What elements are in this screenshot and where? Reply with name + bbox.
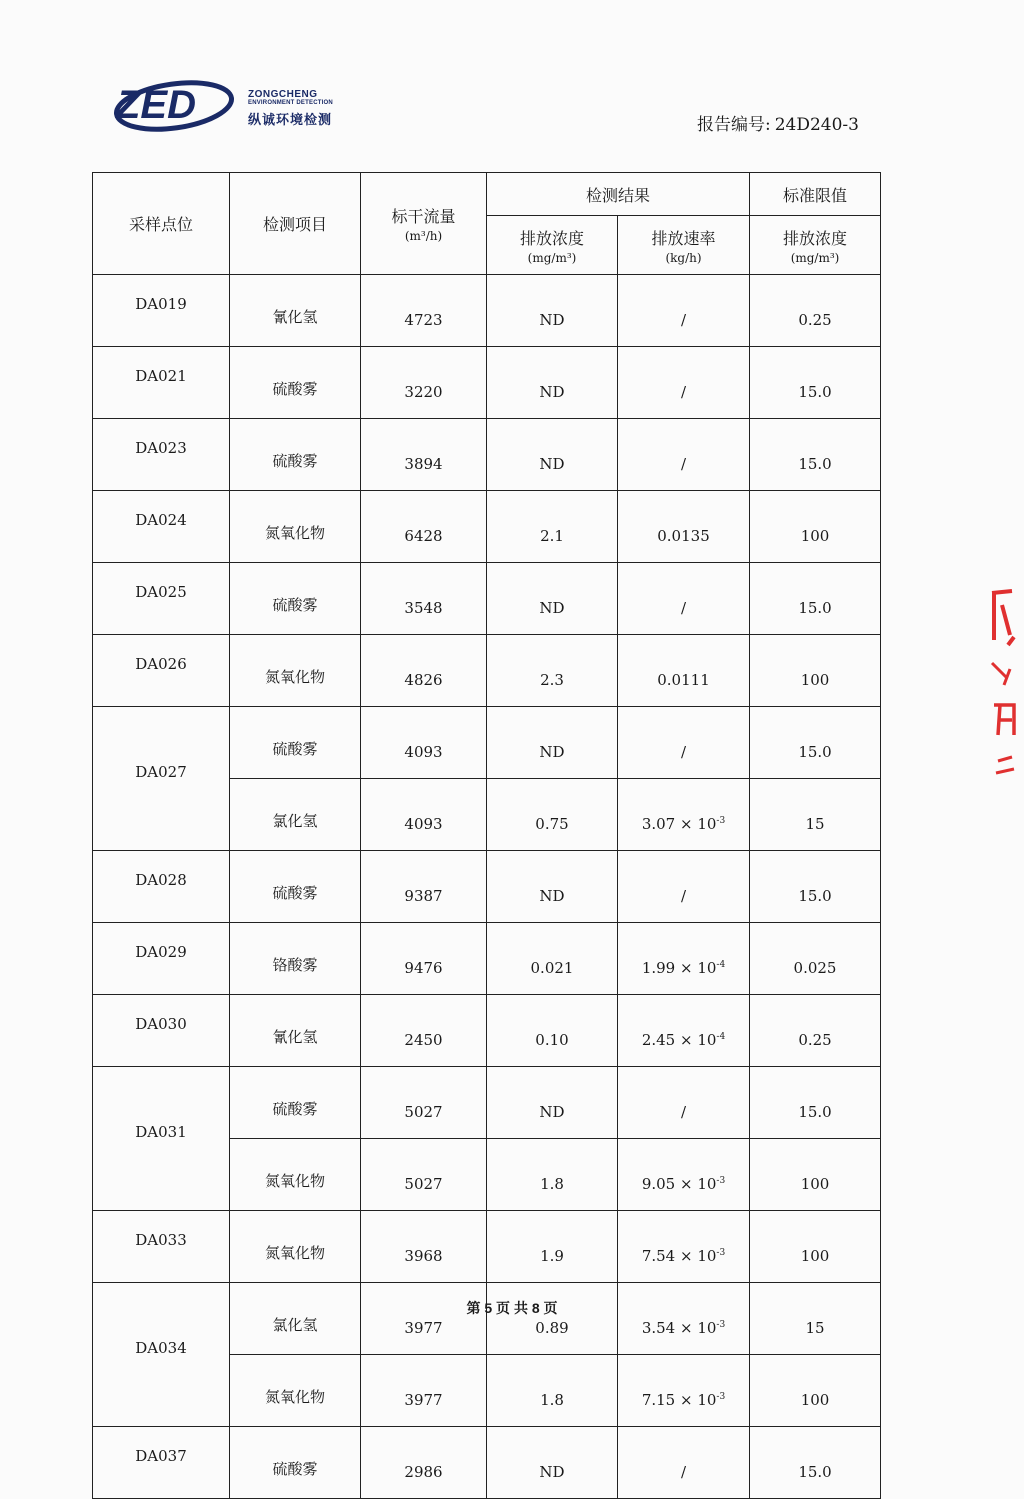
cell-item: 氯化氢 [230,1283,361,1355]
svg-text:ZED: ZED [116,83,196,127]
cell-rate: $2.45 \times 10^{-4}$ [618,995,750,1067]
header-limit: 标准限值 [750,173,881,216]
cell-item: 硫酸雾 [230,707,361,779]
cell-limit: 15.0 [750,1427,881,1499]
cell-site: DA037 [93,1427,230,1499]
cell-item: 硫酸雾 [230,563,361,635]
cell-limit: 15.0 [750,851,881,923]
cell-rate: / [618,851,750,923]
cell-conc: ND [487,1067,618,1139]
cell-site: DA021 [93,347,230,419]
cell-conc: ND [487,851,618,923]
cell-flow: 9476 [361,923,487,995]
cell-flow: 3548 [361,563,487,635]
cell-conc: ND [487,275,618,347]
table-row [93,491,881,563]
cell-flow: 4723 [361,275,487,347]
table-row [93,995,881,1067]
cell-site: DA027 [93,707,230,851]
cell-site: DA033 [93,1211,230,1283]
cell-flow: 2986 [361,1427,487,1499]
cell-flow: 5027 [361,1067,487,1139]
brand-chinese: 纵诚环境检测 [248,112,333,127]
cell-flow: 3977 [361,1283,487,1355]
cell-limit: 15.0 [750,563,881,635]
header-limit-conc: 排放浓度 (mg/m³) [750,216,881,275]
cell-rate: / [618,707,750,779]
cell-site: DA034 [93,1283,230,1427]
cell-conc: 2.3 [487,635,618,707]
cell-item: 氮氧化物 [230,491,361,563]
cell-conc: 1.8 [487,1139,618,1211]
table-row [93,851,881,923]
page-number: 第 5 页 共 8 页 [466,1300,558,1316]
red-seal-stamp-icon [988,585,1018,785]
cell-item: 硫酸雾 [230,1427,361,1499]
header-rate: 排放速率 (kg/h) [618,216,750,275]
zed-logo-icon [112,66,244,140]
cell-conc: ND [487,707,618,779]
cell-item: 氯化氢 [230,779,361,851]
cell-limit: 15.0 [750,1067,881,1139]
cell-site: DA025 [93,563,230,635]
cell-limit: 100 [750,1139,881,1211]
table-row [93,419,881,491]
cell-conc: ND [487,563,618,635]
table-row [93,1211,881,1283]
table-row [93,923,881,995]
cell-rate: / [618,563,750,635]
cell-site: DA023 [93,419,230,491]
cell-flow: 4093 [361,707,487,779]
company-logo [112,66,382,140]
cell-conc: 0.75 [487,779,618,851]
cell-flow: 3968 [361,1211,487,1283]
cell-item: 硫酸雾 [230,419,361,491]
cell-rate: / [618,1067,750,1139]
cell-item: 硫酸雾 [230,347,361,419]
cell-conc: 0.89 [487,1283,618,1355]
report-number-value: 24D240-3 [774,115,859,135]
cell-rate: / [618,419,750,491]
cell-item: 氮氧化物 [230,1211,361,1283]
cell-rate: 0.0111 [618,635,750,707]
cell-rate: $3.07 \times 10^{-3}$ [618,779,750,851]
cell-item: 氮氧化物 [230,1139,361,1211]
cell-item: 氰化氢 [230,995,361,1067]
cell-limit: 15.0 [750,707,881,779]
cell-limit: 100 [750,491,881,563]
cell-rate: / [618,275,750,347]
cell-flow: 6428 [361,491,487,563]
cell-conc: 0.10 [487,995,618,1067]
brand-english: ZONGCHENG ENVIRONMENT DETECTION [248,89,333,106]
report-number [697,110,859,135]
cell-item: 硫酸雾 [230,851,361,923]
cell-flow: 9387 [361,851,487,923]
header-item: 检测项目 [230,173,361,275]
cell-site: DA026 [93,635,230,707]
cell-rate: $7.54 \times 10^{-3}$ [618,1211,750,1283]
table-row [93,563,881,635]
cell-rate: $1.99 \times 10^{-4}$ [618,923,750,995]
cell-conc: ND [487,347,618,419]
cell-limit: 0.25 [750,995,881,1067]
cell-site: DA031 [93,1067,230,1211]
cell-item: 氰化氢 [230,275,361,347]
header-conc: 排放浓度 (mg/m³) [487,216,618,275]
cell-rate: 0.0135 [618,491,750,563]
cell-site: DA029 [93,923,230,995]
cell-item: 硫酸雾 [230,1067,361,1139]
cell-limit: 0.025 [750,923,881,995]
cell-limit: 15.0 [750,347,881,419]
header-result: 检测结果 [487,173,750,216]
cell-conc: 1.8 [487,1355,618,1427]
cell-item: 铬酸雾 [230,923,361,995]
table-row [93,635,881,707]
cell-conc: ND [487,1427,618,1499]
cell-limit: 15 [750,779,881,851]
cell-rate: $3.54 \times 10^{-3}$ [618,1283,750,1355]
cell-conc: 0.021 [487,923,618,995]
cell-flow: 3977 [361,1355,487,1427]
cell-limit: 0.25 [750,275,881,347]
cell-conc: ND [487,419,618,491]
table-row [93,275,881,347]
report-number-label: 报告编号: [696,115,771,135]
cell-item: 氮氧化物 [230,635,361,707]
cell-rate: / [618,1427,750,1499]
cell-rate: $9.05 \times 10^{-3}$ [618,1139,750,1211]
cell-limit: 15.0 [750,419,881,491]
header-site: 采样点位 [93,173,230,275]
cell-limit: 100 [750,1355,881,1427]
cell-flow: 2450 [361,995,487,1067]
table-row [93,347,881,419]
table-row [93,1283,881,1355]
cell-site: DA019 [93,275,230,347]
cell-conc: 2.1 [487,491,618,563]
cell-site: DA024 [93,491,230,563]
cell-conc: 1.9 [487,1211,618,1283]
cell-rate: / [618,347,750,419]
table-row [93,1427,881,1499]
cell-limit: 100 [750,1211,881,1283]
table-row [93,707,881,779]
table-row [93,1067,881,1139]
cell-flow: 3894 [361,419,487,491]
cell-site: DA028 [93,851,230,923]
cell-rate: $7.15 \times 10^{-3}$ [618,1355,750,1427]
cell-flow: 3220 [361,347,487,419]
cell-flow: 5027 [361,1139,487,1211]
cell-limit: 100 [750,635,881,707]
cell-flow: 4826 [361,635,487,707]
header-flow: 标干流量 (m³/h) [361,173,487,275]
cell-item: 氮氧化物 [230,1355,361,1427]
cell-flow: 4093 [361,779,487,851]
cell-limit: 15 [750,1283,881,1355]
cell-site: DA030 [93,995,230,1067]
